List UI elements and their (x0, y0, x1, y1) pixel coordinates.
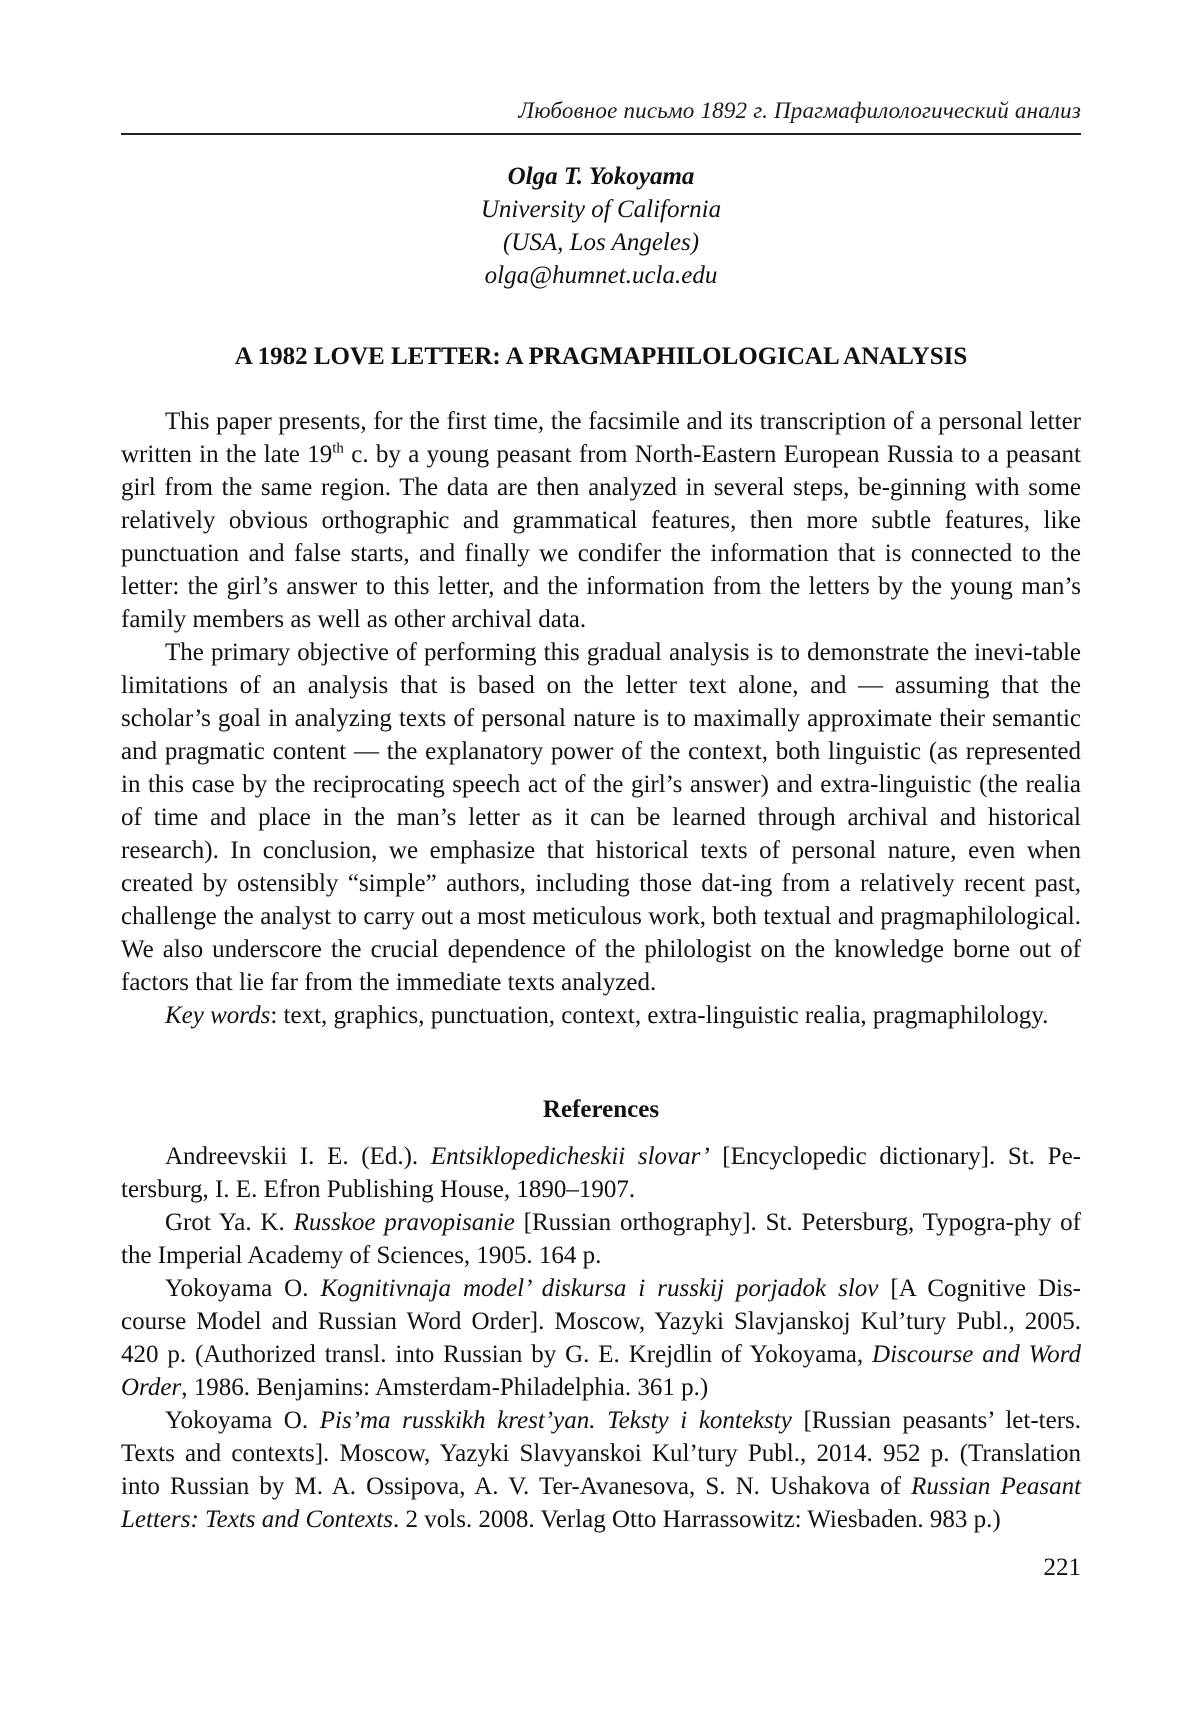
abstract-paragraph-2: The primary objective of performing this gradual analysis is to demonstrate the inevi-table limitations of an analysis that is based on the letter text alone, and — assuming that the scholar’s goal in analyzing texts of personal nature is to maximally approximate their semantic and pragmatic content — the explanatory power of the context, both linguistic (as represented in this case by the reciprocating speech act of the girl’s answer) and extra-linguistic (the realia of time and place in the man’s letter as it can be learned through archival and historical research). In conclusion, we emphasize that historical texts of personal nature, even when created by ostensibly “simple” authors, including those dat-ing from a relatively recent past, challenge the analyst to carry out a most meticulous work, both textual and pragmaphilological. We also underscore the crucial dependence of the philologist on the knowledge borne out of factors that lie far from the immediate texts analyzed. (121, 639, 1081, 996)
ref-details: [A Cognitive Dis-course Model and Russian Word Order]. Moscow, Yazyki Slavjanskoj Kul’tury Publ., 2005. 420 p. (Authorized transl. into Russian by G. E. Krejdlin of Yokoyama, (121, 1275, 1081, 1368)
abstract-p1-text-cont: c. by a young peasant from North-Eastern European Russia to a peasant girl from the same region. The data are then analyzed in several steps, be-ginning with some relatively obvious orthographic and grammatical features, then more subtle features, like punctuation and false starts, and finally we condifer the information that is connected to the letter: the girl’s answer to this letter, and the information from the letters by the young man’s family members as well as other archival data. (121, 441, 1081, 633)
ref-title: Pis’ma russkikh krest’yan. Teksty i konteksty (319, 1407, 792, 1434)
ref-author: Grot Ya. K. (165, 1209, 294, 1236)
author-name: Olga T. Yokoyama (507, 163, 695, 190)
ref-original-title: Russian Peasant Letters: Texts and Contexts (121, 1473, 1082, 1533)
abstract-p1-text: This paper presents, for the first time, the facsimile and its transcription of a personal letter written in the late 19 (121, 408, 1081, 468)
reference-item (121, 1206, 1081, 1272)
ref-title: Entsiklopedicheskii slovar’ (430, 1143, 710, 1170)
ref-details: [Encyclopedic dictionary]. St. Pe-tersburg, I. E. Efron Publishing House, 1890–1907. (121, 1143, 1081, 1203)
ref-title: Russkoe pravopisanie (293, 1209, 515, 1236)
page-number: 221 (1043, 1554, 1081, 1581)
author-email: olga@humnet.ucla.edu (484, 262, 718, 289)
abstract-paragraph-1 (121, 405, 1081, 636)
ref-original-title: Discourse and Word Order (121, 1341, 1081, 1401)
paper-title: A 1982 LOVE LETTER: A PRAGMAPHILOLOGICAL ANALYSIS (234, 343, 968, 370)
ref-original-details: . 2 vols. 2008. Verlag Otto Harrassowitz: Wiesbaden. 983 p.) (393, 1506, 1001, 1533)
ref-author: Andreevskii I. E. (Ed.). (165, 1143, 431, 1170)
keywords-list: : text, graphics, punctuation, context, extra-linguistic realia, pragmaphilology. (270, 1002, 1049, 1029)
author-affiliation: University of California (480, 196, 722, 223)
ref-title: Kognitivnaja model’ diskursa i russkij porjadok slov (320, 1275, 879, 1302)
references-list (121, 1140, 1081, 1536)
reference-item (121, 1140, 1081, 1206)
author-block (121, 160, 1081, 292)
header-rule (121, 133, 1081, 135)
author-location: (USA, Los Angeles) (502, 229, 700, 256)
ordinal-superscript: th (332, 440, 344, 457)
running-head: Любовное письмо 1892 г. Прагмафилологический анализ (518, 98, 1081, 123)
ref-author: Yokoyama O. (165, 1275, 321, 1302)
references-heading: References (542, 1096, 660, 1123)
abstract (121, 405, 1081, 1032)
reference-item (121, 1404, 1081, 1536)
ref-details: [Russian peasants’ let-ters. Texts and contexts]. Moscow, Yazyki Slavyanskoi Kul’tury Publ., 2014. 952 p. (Translation into Russian by M. A. Ossipova, A. V. Ter-Avanesova, S. N. Ushakova of (121, 1407, 1081, 1500)
keywords-line (121, 999, 1081, 1032)
ref-details: [Russian orthography]. St. Petersburg, Typogra-phy of the Imperial Academy of Sciences, 1905. 164 p. (121, 1209, 1082, 1269)
ref-author: Yokoyama O. (165, 1407, 320, 1434)
ref-original-details: , 1986. Benjamins: Amsterdam-Philadelphia. 361 p.) (181, 1374, 709, 1401)
reference-item (121, 1272, 1081, 1404)
keywords-label: Key words (165, 1002, 271, 1029)
journal-page (121, 0, 1081, 1710)
